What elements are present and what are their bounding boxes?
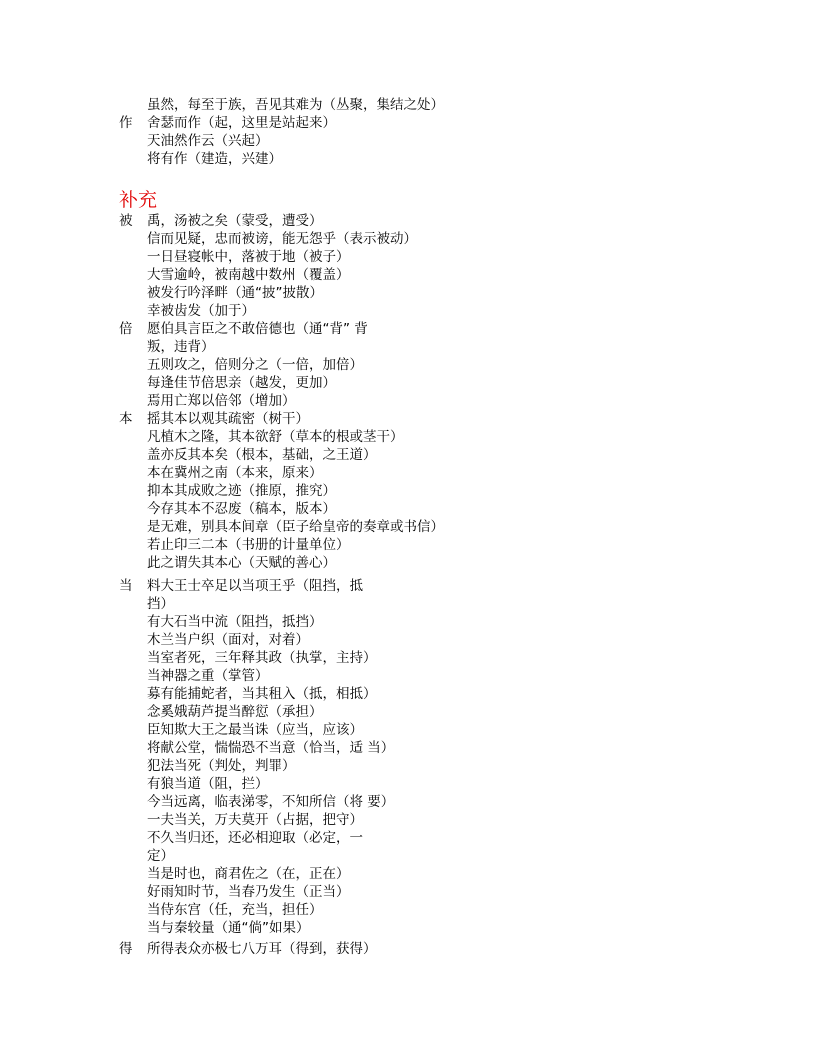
entry-head-de: 得 xyxy=(119,941,133,957)
text-line: 有大石当中流（阻挡，抵挡） xyxy=(147,614,323,630)
text-line: 摇其本以观其疏密（树干） xyxy=(147,411,309,427)
text-line: 是无难，别具本间章（臣子给皇帝的奏章或书信） xyxy=(147,519,444,535)
section-title: 补充 xyxy=(119,189,158,211)
text-line: 本在冀州之南（本来，原来） xyxy=(147,465,323,481)
text-line: 有狼当道（阻，拦） xyxy=(147,776,269,792)
text-line: 焉用亡郑以倍邻（增加） xyxy=(147,393,296,409)
text-line: 五则攻之，倍则分之（一倍，加倍） xyxy=(147,357,363,373)
text-line: 禹，汤被之矣（蒙受，遭受） xyxy=(147,213,323,229)
text-line: 每逢佳节倍思亲（越发，更加） xyxy=(147,375,336,391)
entry-head-dang: 当 xyxy=(119,578,133,594)
text-line: 当室者死，三年释其政（执掌，主持） xyxy=(147,650,377,666)
text-line: 叛，违背） xyxy=(147,339,215,355)
text-line: 一日昼寝帐中，落被于地（被子） xyxy=(147,249,350,265)
entry-head-bei: 被 xyxy=(119,213,133,229)
text-line: 凡植木之隆，其本欲舒（草本的根或茎干） xyxy=(147,429,404,445)
text-line: 抑本其成败之迹（推原，推究） xyxy=(147,483,336,499)
text-line: 不久当归还，还必相迎取（必定，一 xyxy=(147,830,363,846)
text-line: 料大王士卒足以当项王乎（阻挡，抵 xyxy=(147,578,363,594)
text-line: 当神器之重（掌管） xyxy=(147,668,269,684)
entry-head-bei2: 倍 xyxy=(119,321,133,337)
text-line: 今当远离，临表涕零，不知所信（将 要） xyxy=(147,794,395,810)
text-line: 念奚娥葫芦提当醉愆（承担） xyxy=(147,704,323,720)
text-line: 好雨知时节，当春乃发生（正当） xyxy=(147,884,350,900)
text-line: 臣知欺大王之最当诛（应当，应该） xyxy=(147,722,363,738)
text-line: 愿伯具言臣之不敢倍德也（通“背” 背 xyxy=(147,321,368,337)
entry-head-ben: 本 xyxy=(119,411,133,427)
entry-head-zuo: 作 xyxy=(119,115,133,131)
text-line: 定） xyxy=(147,848,174,864)
text-line: 犯法当死（判处，判罪） xyxy=(147,758,296,774)
text-line: 今存其本不忍废（稿本，版本） xyxy=(147,501,336,517)
text-line: 当是时也，商君佐之（在，正在） xyxy=(147,866,350,882)
text-line: 天油然作云（兴起） xyxy=(147,133,269,149)
text-line: 若止印三二本（书册的计量单位） xyxy=(147,537,350,553)
text-line: 挡） xyxy=(147,596,174,612)
text-line: 大雪逾岭，被南越中数州（覆盖） xyxy=(147,267,350,283)
text-line: 被发行吟泽畔（通“披”披散） xyxy=(147,285,323,301)
text-line: 虽然，每至于族，吾见其难为（丛聚，集结之处） xyxy=(147,97,444,113)
text-line: 盖亦反其本矣（根本，基础，之王道） xyxy=(147,447,377,463)
text-line: 一夫当关，万夫莫开（占据，把守） xyxy=(147,812,363,828)
text-line: 信而见疑，忠而被谤，能无怨乎（表示被动） xyxy=(147,231,417,247)
text-line: 当侍东宫（任，充当，担任） xyxy=(147,902,323,918)
text-line: 木兰当户织（面对，对着） xyxy=(147,632,309,648)
text-line: 将有作（建造，兴建） xyxy=(147,151,282,167)
text-line: 将献公堂，惴惴恐不当意（恰当，适 当） xyxy=(147,740,395,756)
text-line: 当与秦较量（通“倘”如果） xyxy=(147,920,310,936)
text-line: 所得表众亦极七八万耳（得到，获得） xyxy=(147,941,377,957)
text-line: 此之谓失其本心（天赋的善心） xyxy=(147,555,336,571)
text-line: 幸被齿发（加于） xyxy=(147,303,255,319)
text-line: 募有能捕蛇者，当其租入（抵，相抵） xyxy=(147,686,377,702)
text-line: 舍瑟而作（起，这里是站起来） xyxy=(147,115,336,131)
